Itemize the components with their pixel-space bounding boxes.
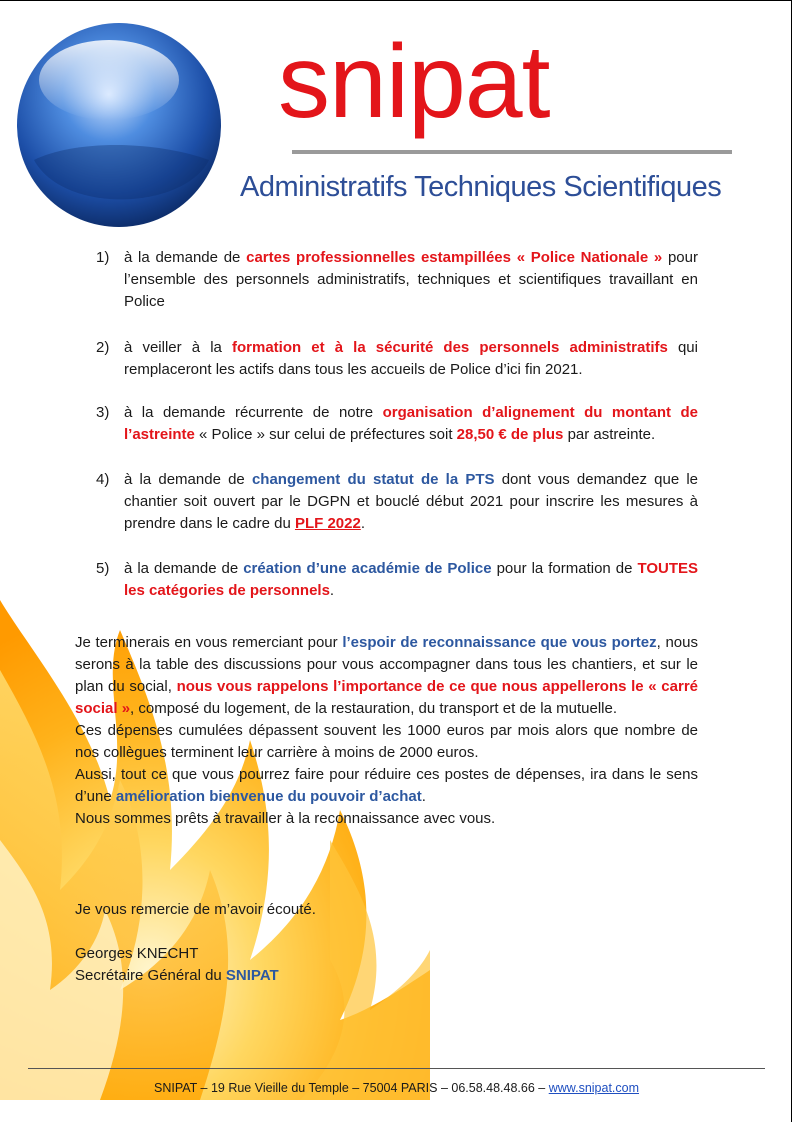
globe-logo-icon [14, 20, 224, 230]
item-number: 5) [96, 560, 110, 577]
footer [0, 1081, 793, 1095]
item-text: à la demande de création d’une académie de Police pour la formation de TOUTES les catégories de personnels. [124, 560, 699, 599]
footer-address: SNIPAT – 19 Rue Vieille du Temple – 75004 PARIS – 06.58.48.48.66 – [153, 1081, 549, 1095]
item-number: 3) [96, 404, 110, 421]
item-text: à veiller à la formation et à la sécurité des personnels administratifs qui remplaceront les actifs dans tous les accueils de Police d’ici fin 2021. [124, 339, 698, 378]
brand-wordmark: snipat [278, 24, 550, 140]
list-item [96, 469, 698, 535]
signature-name: Georges KNECHT [75, 945, 199, 962]
letterhead [0, 0, 793, 230]
list-item [96, 247, 698, 313]
list-item [96, 558, 698, 602]
item-text: à la demande de cartes professionnelles estampillées « Police Nationale » pour l’ensemble des personnels administratifs, techniques et scientifiques travaillant en Police [124, 249, 698, 310]
item-number: 2) [96, 339, 110, 356]
item-text: à la demande de changement du statut de la PTS dont vous demandez que le chantier soit ouvert par le DGPN et bouclé début 2021 pour inscrire les mesures à prendre dans le cadre du PLF 2022. [124, 471, 699, 532]
footer-divider [28, 1068, 765, 1069]
signature-title: Secrétaire Général du SNIPAT [75, 967, 279, 984]
brand-tagline: Administratifs Techniques Scientifiques [240, 171, 722, 203]
signature-org: SNIPAT [225, 967, 279, 984]
list-item [96, 337, 698, 381]
thanks-line: Je vous remercie de m’avoir écouté. [75, 901, 316, 918]
item-number: 1) [96, 249, 110, 266]
closing-paragraph: Je terminerais en vous remerciant pour l’espoir de reconnaissance que vous portez, nous serons à la table des discussions pour vous accompagner dans tous les chantiers, et sur le plan du social, nous vous rappelons l’importance de ce que nous appellerons le « carré social », composé du logement, de la restauration, du transport et de la mutuelle. Ces dépenses cumulées dépassent souvent les 1000 euros par mois alors que nombre de nos collègues terminent leur carrière à moins de 2000 euros. Aussi, tout ce que vous pourrez faire pour réduire ces postes de dépenses, ira dans le sens d’une amélioration bienvenue du pouvoir d’achat. Nous sommes prêts à travailler à la reconnaissance avec vous. [75, 634, 698, 827]
list-item [96, 402, 698, 446]
item-number: 4) [96, 471, 110, 488]
brand-underline [292, 150, 732, 154]
footer-website-link[interactable]: www.snipat.com [548, 1081, 640, 1095]
item-text: à la demande récurrente de notre organisation d’alignement du montant de l’astreinte « Police » sur celui de préfectures soit 28,50 € de plus par astreinte. [124, 404, 698, 443]
